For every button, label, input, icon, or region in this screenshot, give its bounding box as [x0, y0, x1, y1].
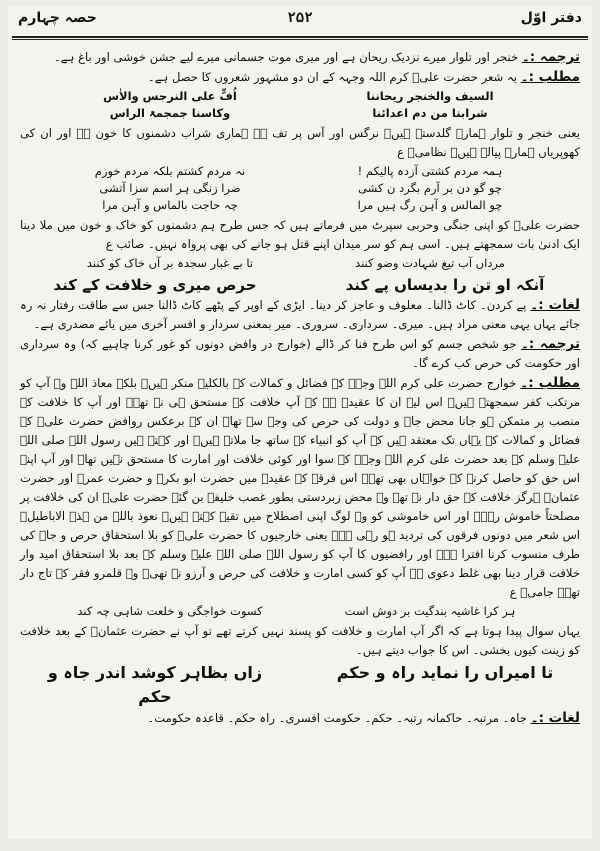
persian-line-3b: چہ حاجت بالماس و آہن مرا: [102, 198, 238, 212]
persian-line-1b: نہ مردم کشتم بلکہ مردم خورم: [94, 164, 246, 178]
persian-verse-couplets-3: [60, 603, 540, 620]
second-masnavi-verse: [30, 661, 570, 709]
part-title: حصہ چہارم: [18, 10, 97, 26]
persian-line-2b: ضرا زنگی ہر اسم سزا آتشی: [99, 181, 241, 195]
arabic-verse-couplets: [60, 88, 540, 122]
translation-1: [20, 48, 580, 67]
persian-verse-couplets-1: [60, 163, 540, 214]
arabic-line-2b: وکاسنا جمجمۃ الراس: [109, 106, 231, 120]
translation-label: ترجمہ :۔: [521, 336, 581, 352]
meaning-text: یہ شعر حضرت علیؓ کرم اللہ وجہہ کے ان دو مشہور شعروں کا حصل ہے۔: [147, 70, 517, 84]
arabic-line-2a: شرابنا من دم اعدائنا: [372, 106, 488, 120]
page-header: [14, 10, 586, 34]
main-masnavi-verse: [30, 274, 570, 296]
glossary-text: جاہ۔ مرتبہ۔ حاکمانہ رتبہ۔ حکم۔ حکومت افسری۔ راہ حکم۔ قاعدہ حکومت۔: [147, 711, 527, 725]
translation-2: [20, 335, 580, 373]
glossary-label: لغات :۔: [530, 297, 580, 313]
meaning-1: [20, 68, 580, 87]
book-page: [8, 6, 592, 839]
glossary-2: [20, 709, 580, 728]
paragraph-1: یعنی خنجر و تلوار ہمارے گلدستے ہیں۔ نرگس اور آس پر تف ہے ہماری شراب دشمنوں کا خون ہے اور ان کی کھوپریاں ہمارے پیالے ہیں۔ نظامیؒ ع: [20, 126, 580, 159]
arabic-line-1a: السیف والخنجر ریحاننا: [366, 89, 494, 103]
meaning-label: مطلب :۔: [520, 69, 580, 85]
paragraph-2: حضرت علیؓ کو اپنی جنگی وحربی سپرٹ میں فرماتے ہیں کہ جس طرح ہم دشمنوں کو خاک و خون میں ملا دینا ایک ادنیٰ بات سمجھتے ہیں۔ اسی ہم کو سر میدان اپنے قتل ہو جانے کی بھی پرواہ نہیں۔ صائب ع: [20, 218, 580, 251]
meaning-label: مطلب :۔: [520, 375, 580, 391]
persian-line-5b: کسوت خواجگی و خلعت شاہی چہ کند: [77, 604, 263, 618]
glossary-1: [20, 296, 580, 334]
meaning-text: خوارج حضرت علی کرم اللہ وجہہ کے فضائل و کمالات کے بالکلیہ منکر ہیں۔ بلکہ معاذ اللہ وہ آپ کو مرتکب کفر سمجھتے ہیں۔ اس لیے ان کا عقیدہ ہے کہ آپ خلافت کے مستحق ہی نہ تھے۔ اور آپ کا خلافت کے منصب پر متمکن ہو جانا محض جاہ و دولت کی حرص کی وجہ سے تھا۔ ان کے برعکس روافض حضرت علیؓ کے فضائل و کمالات کے یہاں تک معتقد ہیں کہ آپ کو انبیاء کے ساتھ جا ملاتے ہیں۔ اور کہتے ہیں رسول اللہ صلی اللہ علیہ وسلم کے بعد حضرت علی کرم اللہ وجہہ کے سوا اور کوئی خلافت اور امارت کا مستحق نہیں تھا۔ اور آپ اپنے اس حق کو حاصل کرنے کے خواہاں بھی تھے۔ اس فرقہ کے عقیدے میں حضرت ابو بکرؓ و حضرت عمرؓ اور حضرت عثمانؓ ہرگز خلافت کے حق دار نہ تھے وہ محض زبردستی بطور غصب خلیفہ بن گئے حضرت علیؓ ان کی خلافت پر مصلحتاً خاموش رہے۔ اور اس خاموشی کو وہ لوگ اپنی اصطلاح میں تقیہ کہتے ہیں۔ نعوذ باللہ من ہذہ الاباطیل۔ اس شعر میں دونوں فرقوں کی تردید ہو رہی ہے۔ یعنی خارجیوں کا حضرت علیؓ کو بلا استحقاق حرص و جاہ کی طرف منسوب کرنا افترا ہے۔ اور رافضیوں کا آپ کو رسول اللہ صلی اللہ علیہ وسلم کے بعد بلا استحقاق امید وار خلافت قرار دینا بھی غلط دعوی ہے آپ کو کسی امارت و خلافت کی حرص و آرزو نہ تھی۔ وہ قلمرو فقر کے تاج دار تھے۔ جامیؒ ع: [20, 376, 580, 599]
arabic-line-1b: اُفٍّ علی النرجس والاٰس: [103, 89, 237, 103]
translation-text: جو شخص جسم کو اس طرح فنا کر ڈالے (خوارج در وافض دونوں کو غور کرنا چاہیے کہ) وہ سرداری اور حکومت کی حرص کب کرے گا۔: [20, 337, 580, 370]
persian-line-5a: ہر کرا غاشیہ بندگیت بر دوش است: [344, 604, 516, 618]
glossary-label: لغات :۔: [530, 710, 580, 726]
persian-line-4a: مرداں آب تیغ شہادت وضو کنند: [355, 256, 505, 270]
masnavi-line-a: آنکہ او تن را بدیساں پے کند: [345, 276, 545, 294]
header-rule-inner: [12, 39, 588, 40]
paragraph-3: یہاں سوال پیدا ہوتا ہے کہ اگر آپ امارت و خلافت کو پسند نہیں کرتے تھے تو آپ نے حضرت عثمانؓ کے بعد خلافت کو زینت کیوں بخشی۔ اس کا جواب دیتے ہیں۔: [20, 624, 580, 657]
header-rule: [12, 36, 588, 38]
glossary-text: پے کردن۔ کاٹ ڈالنا۔ معلوف و عاجز کر دینا۔ ایڑی کے اوپر کے پٹھے کاٹ ڈالنا جس سے طاقت رفتار نہ رہ جائے یہاں یہی معنی مراد ہیں۔ میری۔ سرداری۔ سروری۔ میر بمعنی سردار و افسر آخری میں یائے مصدری ہے۔: [20, 298, 580, 331]
persian-line-1a: ہمہ مردم کشتی آزدہ پالیکم !: [357, 164, 503, 178]
masnavi2-line-b: زاں بظاہر کوشد اندر جاہ و حکم: [47, 663, 263, 706]
masnavi2-line-a: تا امیراں را نماید راہ و حکم: [336, 663, 554, 682]
page-body: [20, 48, 580, 833]
page-number: ۲۵۲: [287, 10, 313, 26]
persian-line-3a: چو المالس و آہن رگ ہیں مرا: [357, 198, 503, 212]
translation-label: ترجمہ :۔: [521, 49, 580, 65]
translation-text: خنجر اور تلوار میرے نزدیک ریحان ہے اور میری موت جسمانی میرے لیے جشن خوشی اور باغ ہے۔: [54, 50, 519, 64]
masnavi-line-b: حرص میری و خلافت کے کند: [53, 276, 257, 294]
meaning-2: [20, 374, 580, 602]
persian-line-2a: چو گو دن بر آرم بگرد ن کشی: [358, 181, 502, 195]
persian-verse-couplets-2: [60, 255, 540, 272]
persian-line-4b: تا بے غبار سجدہ بر آں خاک کو کنند: [86, 256, 254, 270]
volume-title: دفتر اوّل: [520, 10, 582, 26]
